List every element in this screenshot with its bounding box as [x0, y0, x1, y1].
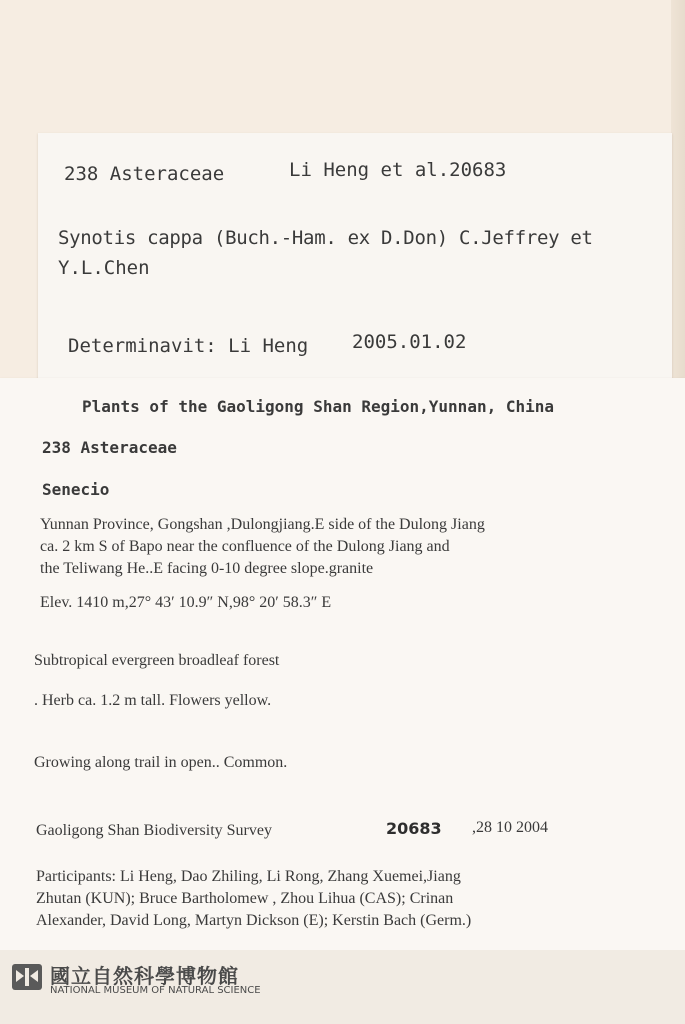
habitat: Subtropical evergreen broadleaf forest — [34, 652, 280, 669]
participants-line2: Zhutan (KUN); Bruce Bartholomew , Zhou Lihua (CAS); Crinan — [36, 890, 454, 907]
museum-footer — [0, 950, 685, 1024]
det-date: 2005.01.02 — [352, 331, 467, 353]
collection-family: 238 Asteraceae — [42, 438, 177, 457]
collection-label — [0, 378, 685, 950]
det-family-line: 238 Asteraceae — [64, 163, 225, 185]
museum-name-en: NATIONAL MUSEUM OF NATURAL SCIENCE — [50, 985, 261, 996]
det-taxon-line2: Y.L.Chen — [58, 257, 150, 279]
locality-line2: ca. 2 km S of Bapo near the confluence of the Dulong Jiang and — [40, 538, 450, 555]
determination-label — [38, 133, 672, 388]
det-collector-number: Li Heng et al.20683 — [289, 159, 507, 181]
plant-description: . Herb ca. 1.2 m tall. Flowers yellow. — [34, 692, 272, 709]
elevation-coordinates: Elev. 1410 m,27° 43′ 10.9″ N,98° 20′ 58.3″ E — [40, 594, 332, 611]
collection-title: Plants of the Gaoligong Shan Region,Yunnan, China — [82, 397, 555, 416]
survey-name: Gaoligong Shan Biodiversity Survey — [36, 822, 272, 839]
participants-line3: Alexander, David Long, Martyn Dickson (E); Kerstin Bach (Germ.) — [36, 912, 472, 929]
locality-line3: the Teliwang He..E facing 0-10 degree slope.granite — [40, 560, 374, 577]
locality-line1: Yunnan Province, Gongshan ,Dulongjiang.E side of the Dulong Jiang — [40, 516, 485, 533]
field-notes: Growing along trail in open.. Common. — [34, 754, 288, 771]
museum-logo-icon — [12, 964, 42, 990]
museum-name-zh: 國立自然科學博物館 — [50, 964, 239, 988]
collection-number: 20683 — [386, 819, 442, 838]
det-taxon-line1: Synotis cappa (Buch.-Ham. ex D.Don) C.Jeffrey et — [58, 227, 593, 249]
collection-date: ,28 10 2004 — [472, 819, 548, 836]
det-determinavit: Determinavit: Li Heng — [68, 335, 309, 357]
participants-line1: Participants: Li Heng, Dao Zhiling, Li Rong, Zhang Xuemei,Jiang — [36, 868, 461, 885]
collection-genus: Senecio — [42, 480, 110, 499]
